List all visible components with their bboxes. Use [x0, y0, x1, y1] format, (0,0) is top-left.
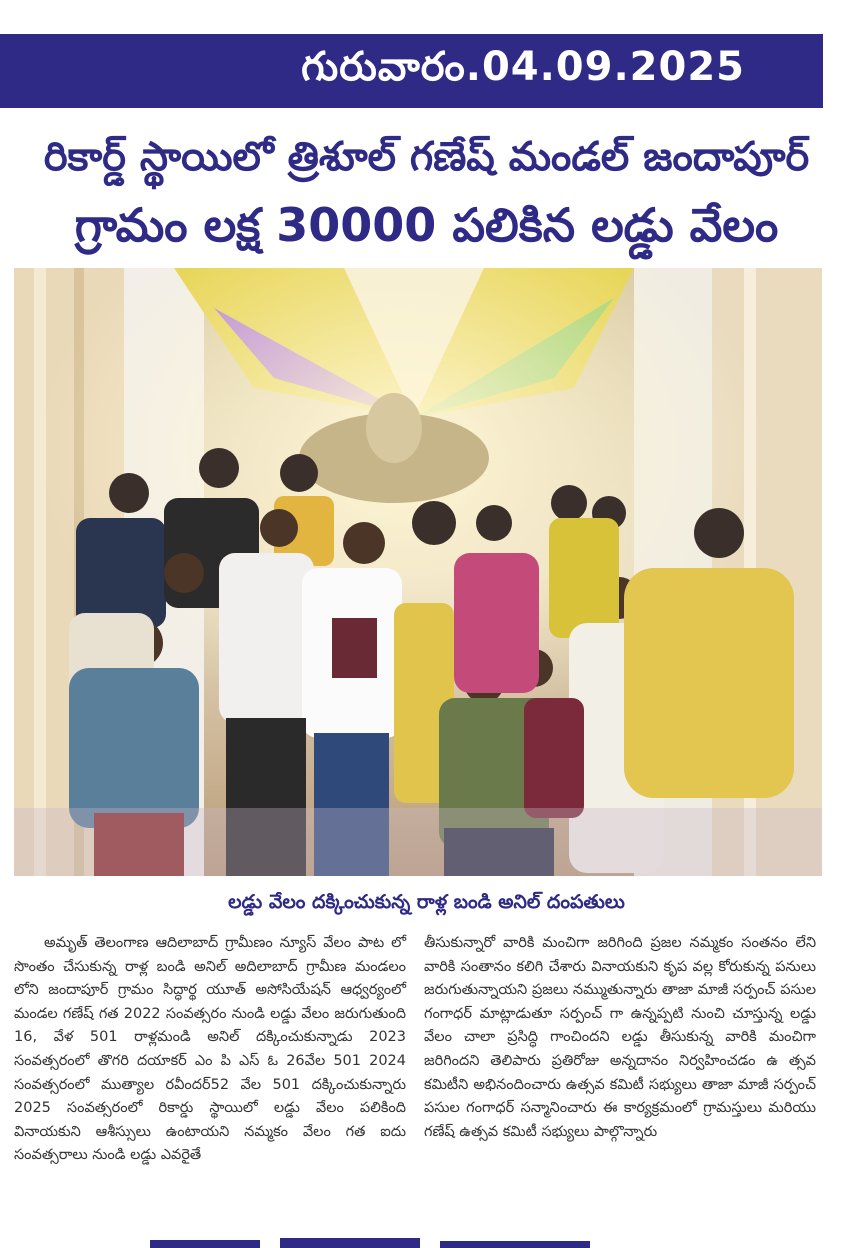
news-photo [14, 268, 822, 876]
headline-line-2: గ్రామం లక్ష 30000 పలికిన లడ్డు వేలం [74, 198, 779, 252]
article-left-column: అమృత్ తెలంగాణ ఆదిలాబాద్ గ్రామీణం న్యూస్ వేలం పాట లో సొంతం చేసుకున్న రాళ్ల బండి అనిల్ అదిలాబాద్ గ్రామీణ మండలం లోని జందాపూర్ గ్రామం సిద్ధార్థ యూత్ అసోసియేషన్ ఆధ్వర్యంలో మండల గణేష్ గత 2022 సంవత్సరం నుండి లడ్డు వేలం జరుగుతుంది 16, వేళ 501 రాళ్లమండి అనిల్ దక్కించుకున్నాడు 2023 సంవత్సరంలో తొగరి దయాకర్ ఎం పి ఎస్ ఓ 26వేల 501 2024 సంవత్సరంలో ముత్యాల రవీందర్52 వేల 501 దక్కించుకున్నారు 2025 సంవత్సరంలో రికార్డు స్థాయిలో లడ్డు వేలం పలికింది వినాయకుని ఆశీస్సులు ఉంటాయని నమ్మకం వేలం గత ఐదు సంవత్సరాలు నుండి లడ్డు ఎవరైతే [14, 935, 406, 1164]
ganesh-idol-group-photo-icon [14, 268, 822, 876]
photo-caption: లడ్డు వేలం దక్కించుకున్న రాళ్ల బండి అనిల్ దంపతులు [228, 891, 625, 913]
headline-line-1: రికార్డ్ స్థాయిలో త్రిశూల్ గణేష్ మండల్ జందాపూర్ [43, 134, 810, 180]
date-banner [0, 34, 823, 108]
next-headline-cropped [110, 1232, 630, 1248]
article-right-column: తీసుకున్నారో వారికి మంచిగా జరిగింది ప్రజల నమ్మకం సంతనం లేని వారికి సంతానం కలిగి చేశారు వినాయకుని కృప వల్ల కోరుకున్న పనులు జరుగుతున్నాయని ప్రజలు నమ్ముతున్నారు తాజా మాజీ సర్పంచ్ పసుల గంగాధర్ మాట్లాడుతూ సర్పంచ్ గా ఉన్నప్పటి నుంచి చూస్తున్న లడ్డు వేలం చాలా ప్రసిద్ధి గాంచిందని లడ్డు తీసుకున్న వారికి మంచిగా జరిగిందని తెలిపారు ప్రతిరోజు అన్నదానం నిర్వహించడం ఉ త్సవ కమిటీని అభినందించారు ఉత్సవ కమిటీ సభ్యులు తాజా మాజీ సర్పంచ్ పసుల గంగాధర్ సన్మానించారు ఈ కార్యక్రమంలో గ్రామస్తులు మరియు గణేష్ ఉత్సవ కమిటీ సభ్యులు పాల్గొన్నారు [424, 935, 816, 1140]
date-text: గురువారం.04.09.2025 [301, 44, 745, 90]
